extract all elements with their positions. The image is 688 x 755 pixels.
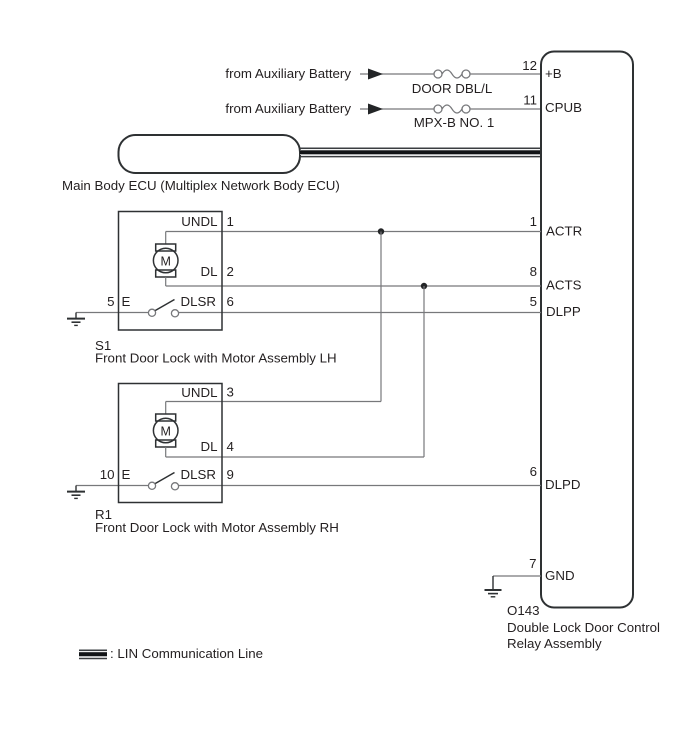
lh-e-label: E <box>121 294 131 309</box>
fuse-door-dbll-icon <box>434 70 470 78</box>
front-door-lock-rh <box>67 384 339 536</box>
rh-dlsr-label: DLSR <box>180 467 216 482</box>
relay-pin-actr-label: ACTR <box>546 223 583 239</box>
lh-pin5-number: 5 <box>107 294 115 309</box>
feed1-source-label: from Auxiliary Battery <box>225 66 351 81</box>
feed1-arrow-right-icon <box>368 69 383 80</box>
ecu-box <box>119 135 301 173</box>
relay-pin-dlpd-label: DLPD <box>545 477 581 492</box>
relay-pin7-number: 7 <box>529 556 537 571</box>
relay-pin-gnd-label: GND <box>545 568 575 583</box>
lh-pin2-number: 2 <box>226 264 234 279</box>
relay-pin1-number: 1 <box>529 214 537 229</box>
rh-pin3-number: 3 <box>226 384 234 400</box>
switch-icon-lh <box>148 300 178 317</box>
relay-box <box>541 52 633 608</box>
lh-pin1-number: 1 <box>226 214 234 229</box>
fuse1-label: DOOR DBL/L <box>411 81 493 96</box>
lh-code: S1 <box>95 338 112 353</box>
main-body-ecu <box>62 135 340 193</box>
feed2-arrow-right-icon <box>368 104 383 115</box>
rh-pin4-number: 4 <box>226 439 234 454</box>
lin-line-sample-icon <box>79 650 107 658</box>
feed-battery-2 <box>225 93 582 131</box>
feed-battery-1 <box>225 58 561 96</box>
relay-pin-cpub-label: CPUB <box>545 100 582 115</box>
relay-code: O143 <box>507 603 540 618</box>
relay-pin-acts-label: ACTS <box>546 277 582 293</box>
relay-pin8-number: 8 <box>529 264 537 279</box>
relay-pin-dlpp-label: DLPP <box>546 304 581 319</box>
feed2-source-label: from Auxiliary Battery <box>225 101 351 116</box>
relay-name-line1: Double Lock Door Control <box>507 620 660 635</box>
net-gnd <box>485 556 575 597</box>
lh-dlsr-label: DLSR <box>180 294 216 309</box>
relay-pin5-number: 5 <box>529 294 537 309</box>
rh-code: R1 <box>95 507 112 522</box>
rh-undl-label: UNDL <box>181 385 218 400</box>
rh-pin10-number: 10 <box>99 467 115 482</box>
ground-icon-lh <box>67 313 85 326</box>
legend-label: : LIN Communication Line <box>110 646 263 661</box>
relay-pin-plus-b-label: +B <box>545 66 562 81</box>
ground-icon-relay <box>485 576 502 597</box>
fuse2-label: MPX-B NO. 1 <box>413 115 495 130</box>
relay-pin11-number: 11 <box>523 92 537 108</box>
lh-pin6-number: 6 <box>226 294 234 309</box>
motor-icon-rh <box>153 402 178 458</box>
legend-lin-line <box>79 646 263 661</box>
rh-motor-letter: M <box>160 424 171 439</box>
relay-pin12-number: 12 <box>522 58 537 73</box>
rh-name: Front Door Lock with Motor Assembly RH <box>95 520 339 535</box>
lh-dl-label: DL <box>200 264 218 279</box>
relay-name-line2: Relay Assembly <box>507 636 602 651</box>
motor-icon-lh <box>153 232 178 287</box>
rh-dl-label: DL <box>200 439 218 454</box>
rh-pin9-number: 9 <box>226 467 234 482</box>
lh-motor-letter: M <box>160 254 171 269</box>
lin-communication-line <box>300 148 541 156</box>
lh-undl-label: UNDL <box>181 214 218 229</box>
relay-pin6-number: 6 <box>529 464 537 479</box>
ground-icon-rh <box>67 486 85 499</box>
rh-e-label: E <box>121 467 131 482</box>
switch-icon-rh <box>148 473 178 490</box>
ecu-label: Main Body ECU (Multiplex Network Body ECU) <box>62 178 340 193</box>
front-door-lock-lh <box>67 212 337 366</box>
lh-name: Front Door Lock with Motor Assembly LH <box>95 350 337 366</box>
fuse-mpx-b-icon <box>434 105 470 113</box>
